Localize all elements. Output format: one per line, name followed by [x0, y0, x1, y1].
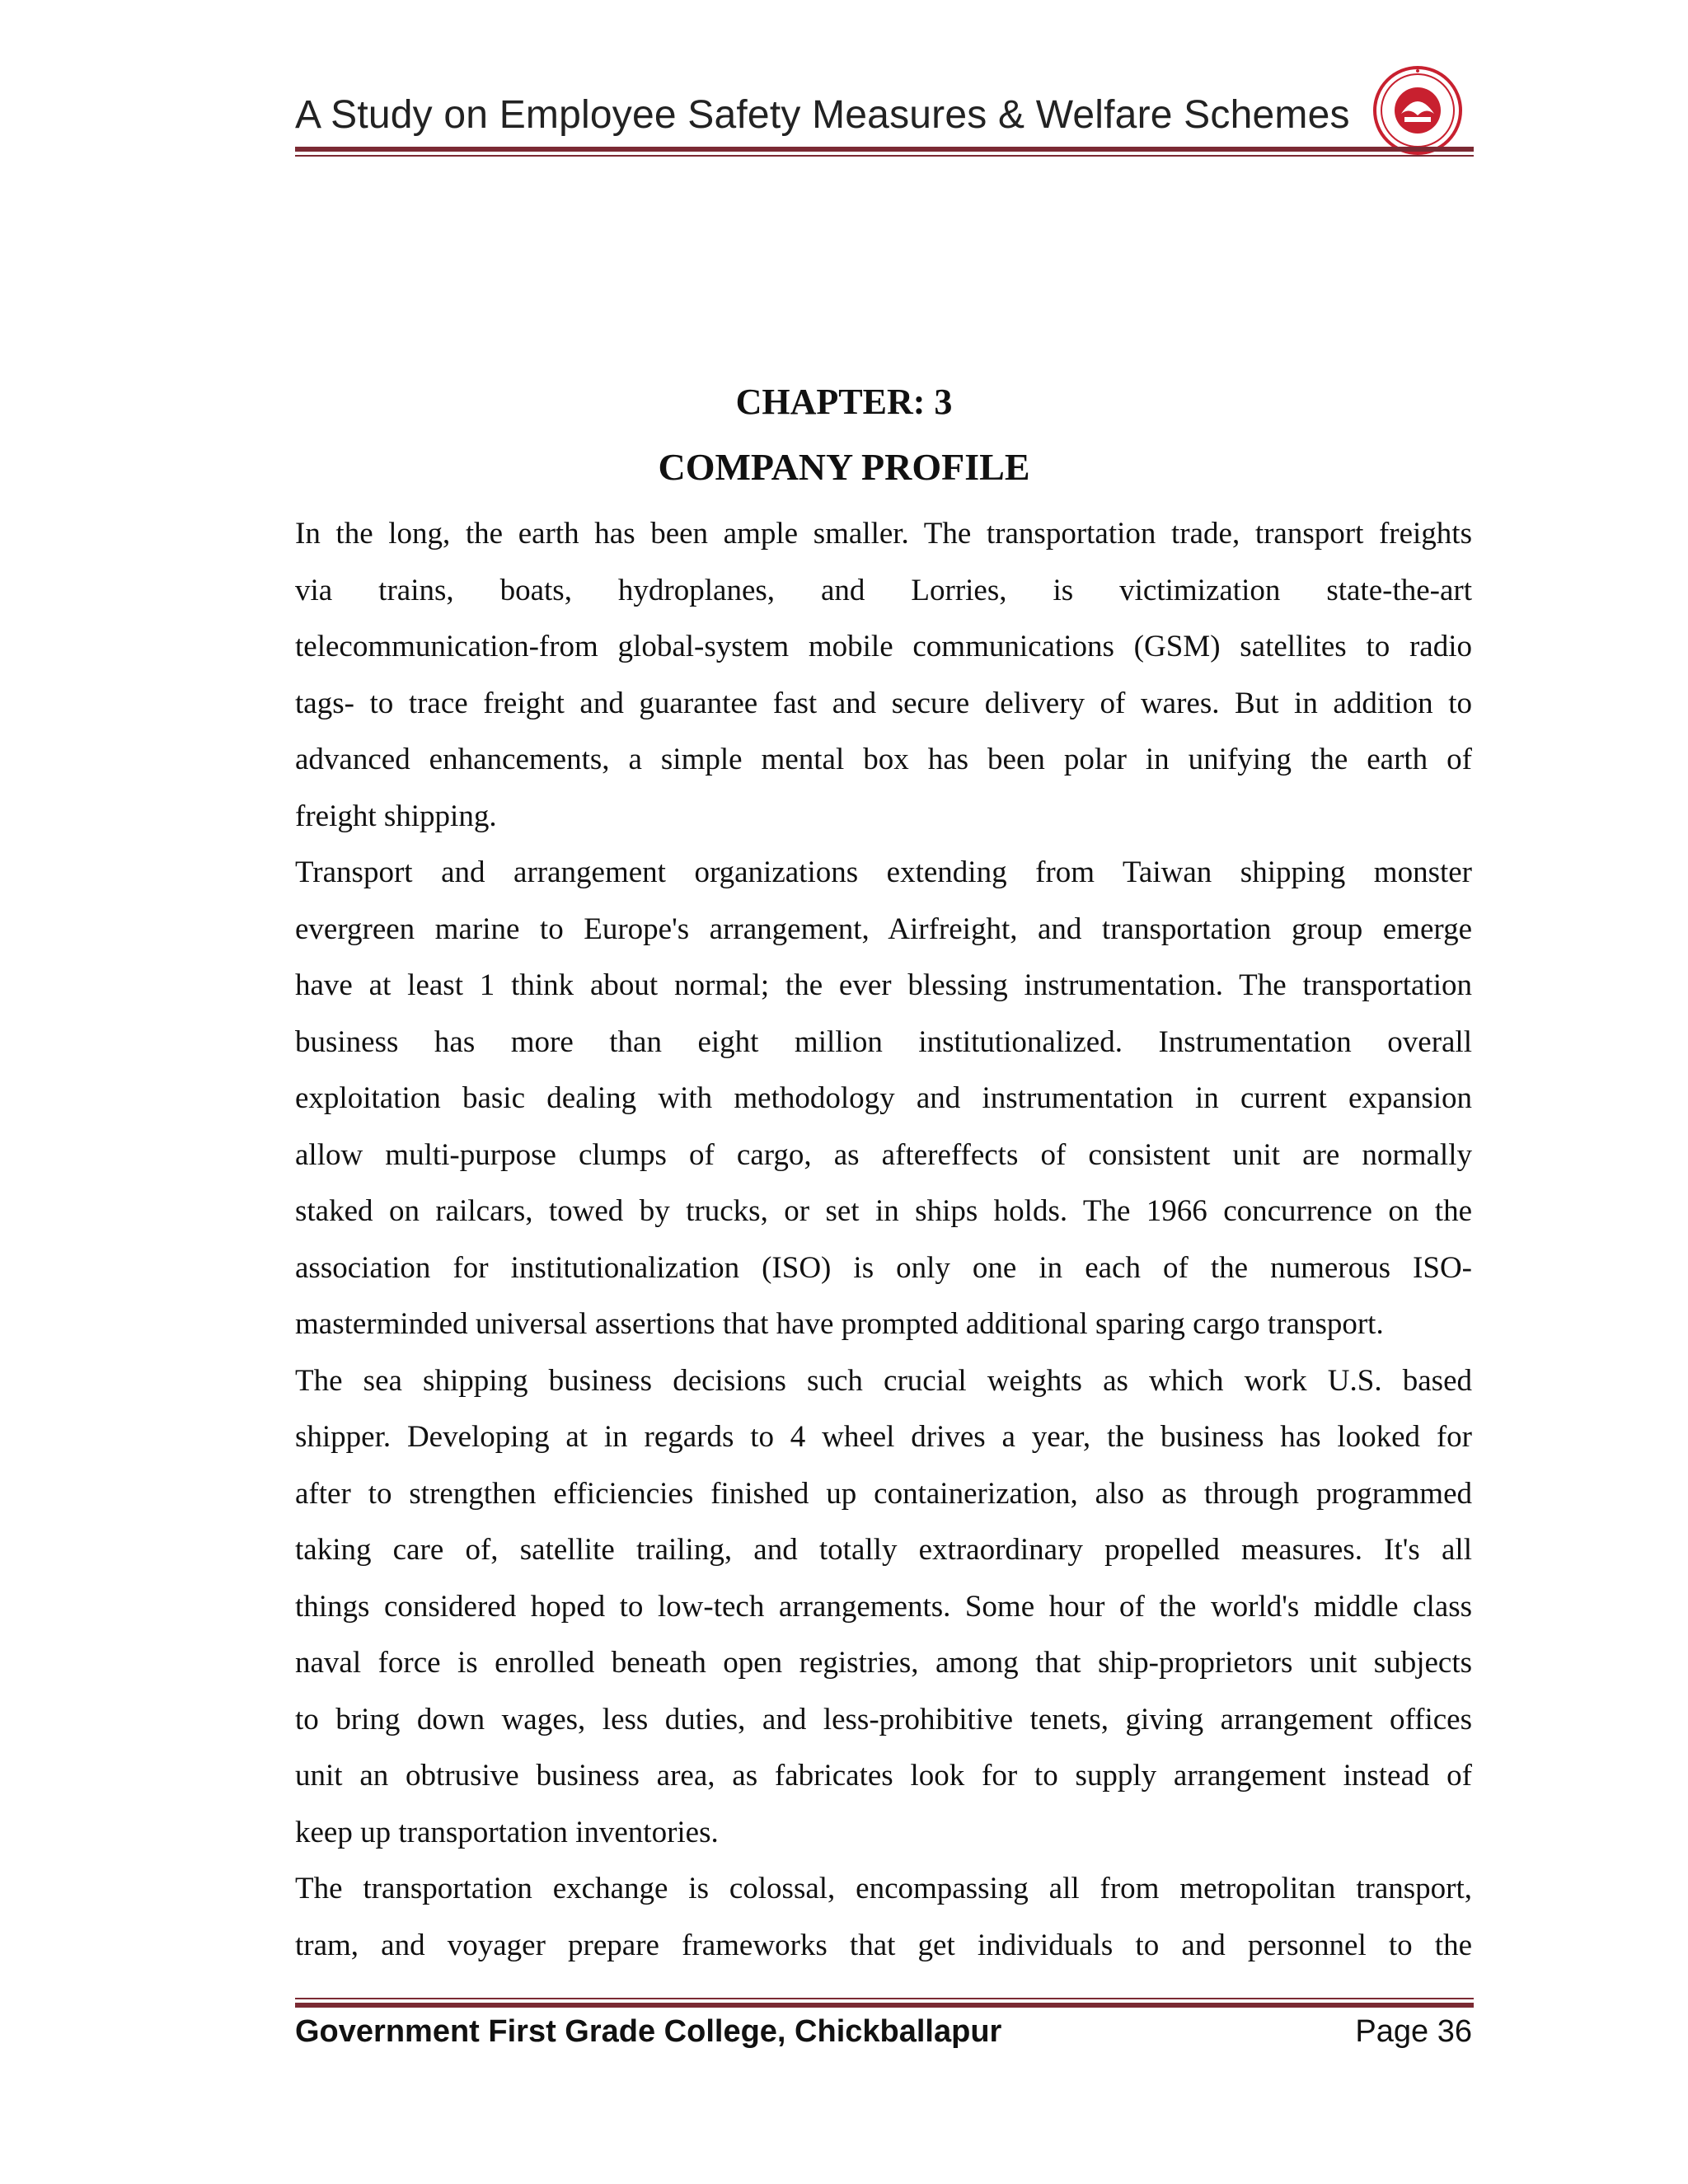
body-line: to bring down wages, less duties, and less-prohibitive tenets, giving arrangement offices [295, 1702, 1472, 1736]
body-line: have at least 1 think about normal; the ever blessing instrumentation. The transportation [295, 968, 1472, 1002]
body-line: tags- to trace freight and guarantee fast and secure delivery of wares. But in addition to [295, 686, 1472, 720]
body-line: business has more than eight million institutionalized. Instrumentation overall [295, 1024, 1472, 1059]
body-line: tram, and voyager prepare frameworks that get individuals to and personnel to the [295, 1928, 1472, 1962]
body-line: The transportation exchange is colossal, encompassing all from metropolitan transport, [295, 1872, 1472, 1905]
body-line: advanced enhancements, a simple mental box has been polar in unifying the earth of [295, 743, 1472, 776]
header-rule-thin [295, 155, 1474, 157]
chapter-title: COMPANY PROFILE [658, 446, 1030, 488]
body-line: masterminded universal assertions that have prompted additional sparing cargo transport. [295, 1307, 1384, 1341]
body-line: telecommunication-from global-system mobile communications (GSM) satellites to radio [295, 630, 1472, 663]
footer-rule [295, 2003, 1474, 2008]
body-line: association for institutionalization (ISO) is only one in each of the numerous ISO- [295, 1250, 1472, 1285]
body-line: The sea shipping business decisions such crucial weights as which work U.S. based [295, 1363, 1472, 1398]
body-line: after to strengthen efficiencies finished up containerization, also as through programmed [295, 1476, 1472, 1511]
body-line: allow multi-purpose clumps of cargo, as aftereffects of consistent unit are normally [295, 1137, 1472, 1172]
body-line: shipper. Developing at in regards to 4 wheel drives a year, the business has looked for [295, 1420, 1472, 1454]
body-line: via trains, boats, hydroplanes, and Lorries, is victimization state-the-art [295, 573, 1472, 607]
footer-college-name: Government First Grade College, Chickballapur [295, 2014, 1002, 2049]
body-line: taking care of, satellite trailing, and totally extraordinary propelled measures. It's all [295, 1533, 1472, 1567]
body-line: freight shipping. [295, 799, 497, 833]
footer-page-number: Page 36 [1355, 2014, 1472, 2049]
body-line: unit an obtrusive business area, as fabricates look for to supply arrangement instead of [295, 1759, 1472, 1793]
body-line: keep up transportation inventories. [295, 1815, 719, 1849]
ksrtc-logo [1372, 64, 1464, 157]
body-line: staked on railcars, towed by trucks, or set in ships holds. The 1966 concurrence on the [295, 1194, 1472, 1228]
body-line: things considered hoped to low-tech arrangements. Some hour of the world's middle class [295, 1589, 1472, 1624]
body-text [295, 506, 1472, 1974]
body-line: exploitation basic dealing with methodology and instrumentation in current expansion [295, 1081, 1472, 1115]
chapter-number: CHAPTER: 3 [735, 382, 953, 422]
body-line: naval force is enrolled beneath open registries, among that ship-proprietors unit subjects [295, 1646, 1472, 1680]
footer-rule-thin [295, 1998, 1474, 1999]
body-line: Transport and arrangement organizations extending from Taiwan shipping monster [295, 855, 1472, 889]
header-rule [295, 147, 1474, 152]
body-line: evergreen marine to Europe's arrangement, Airfreight, and transportation group emerge [295, 912, 1472, 946]
running-header-title: A Study on Employee Safety Measures & Welfare Schemes [295, 93, 1350, 137]
body-line: In the long, the earth has been ample smaller. The transportation trade, transport freights [295, 517, 1472, 551]
